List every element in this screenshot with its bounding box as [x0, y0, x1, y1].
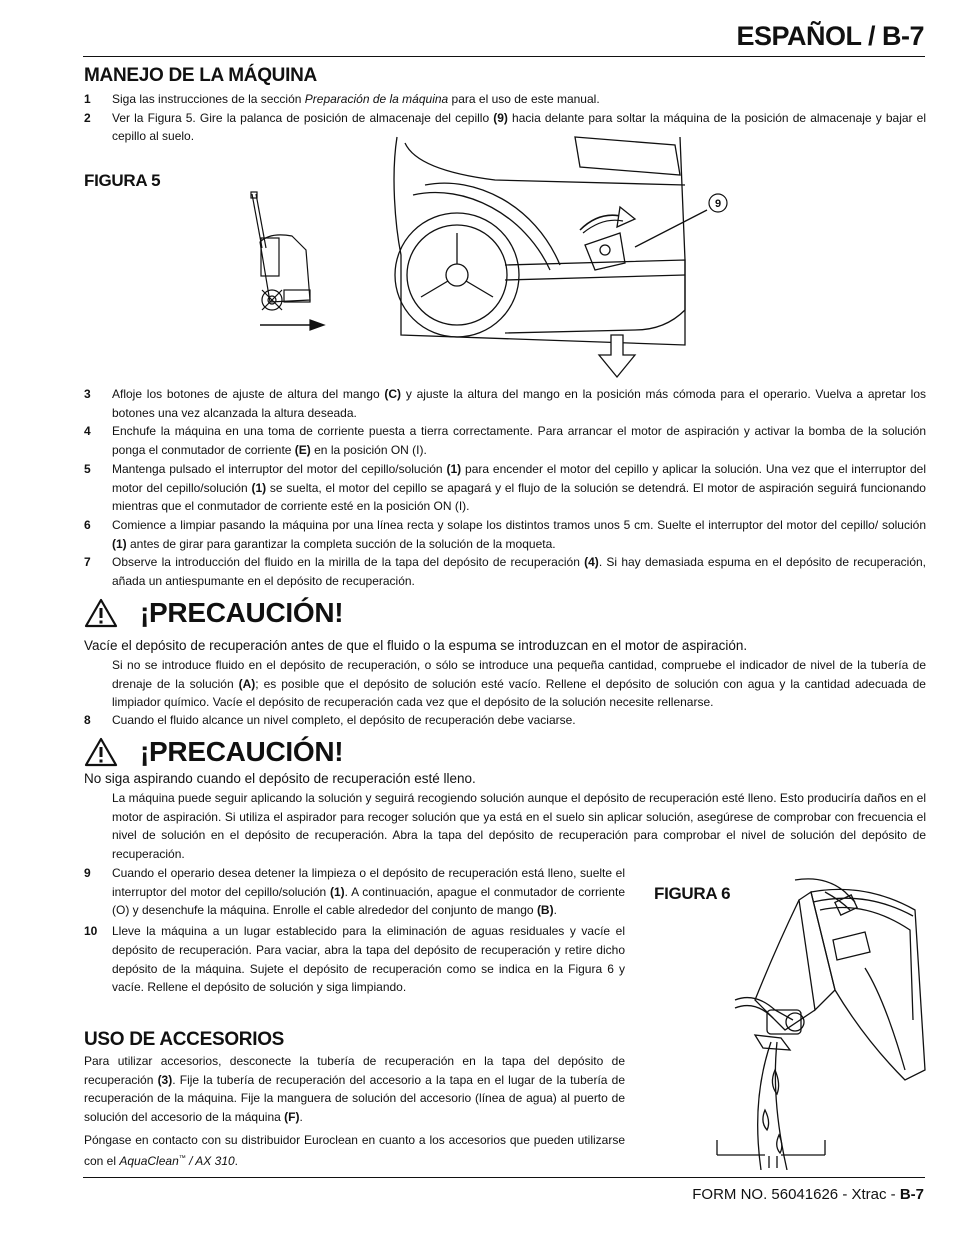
step-text: Cuando el operario desea detener la limpieza o el depósito de recuperación está lleno, suelte el interruptor del motor del cepillo/solución (1). A continuación, apague el conmutador de corriente (O) y desenchufe la máquina. Enrolle el cable alrededor del conjunto de mango (B).: [112, 866, 625, 918]
step-text: Cuando el fluido alcance un nivel completo, el depósito de recuperación debe vaciarse.: [112, 713, 576, 727]
section-title: MANEJO DE LA MÁQUINA: [84, 65, 317, 86]
step-6: [84, 516, 926, 553]
header-divider: [83, 56, 925, 57]
figure-5-callout-9: 9: [714, 198, 722, 210]
step-number: 2: [84, 110, 91, 125]
caution-body: La máquina puede seguir aplicando la solución y seguirá recogiendo solución aunque el depósito de recuperación esté lleno. Esto produciría daños en el motor de aspiración. Si utiliza el aspirador para recoger solución que ya está en el suelo sin aplicar solución, asegúrese de comprobar con frecuencia el nivel de solución en el depósito de recuperación. Abra la tapa del depósito de recuperación para comprobar el nivel de solución del depósito de recuperación.: [112, 791, 926, 862]
step-number: 4: [84, 424, 91, 439]
caution-heading: [84, 596, 926, 630]
step-number: 8: [84, 713, 91, 727]
section-title: USO DE ACCESORIOS: [84, 1029, 285, 1050]
figure-6-label: FIGURA 6: [654, 884, 731, 903]
caution-block-1: [84, 596, 926, 712]
warning-triangle-icon: [84, 598, 118, 628]
step-number: 5: [84, 461, 91, 476]
form-number: FORM NO. 56041626 - Xtrac -: [692, 1186, 900, 1203]
footer-divider: [83, 1177, 925, 1178]
step-text: Enchufe la máquina en una toma de corriente puesta a tierra correctamente. Para arrancar el motor de aspiración y activar la bomba de la solución ponga el conmutador de corriente (E) en la posición ON (I).: [112, 424, 926, 458]
step-text: Observe la introducción del fluido en la mirilla de la tapa del depósito de recuperación (4). Si hay demasiada espuma en el depósito de recuperación, añada un antiespumante en el depósito de recuperación.: [112, 555, 926, 589]
step-text: Comience a limpiar pasando la máquina por una línea recta y solape los distintos tramos unos 5 cm. Suelte el interruptor del motor del cepillo/ solución (1) antes de girar para garantizar la completa succión de la solución de la moqueta.: [112, 517, 926, 551]
figure-5-lever-detail-illustration: [385, 135, 730, 385]
caution-lead: Vacíe el depósito de recuperación antes de que el fluido o la espuma se introduzcan en el motor de aspiración.: [84, 638, 748, 653]
step-8: [84, 711, 926, 730]
step-8-block: [84, 711, 926, 730]
step-text: Siga las instrucciones de la sección Preparación de la máquina para el uso de este manual.: [112, 92, 600, 106]
page-footer: [692, 1185, 924, 1205]
caution-body: Si no se introduce fluido en el depósito de recuperación, o sólo se introduce una pequeña cantidad, compruebe el indicador de nivel de la tubería de drenaje de la solución (A); es posible que el depósito de solución esté vacío. Rellene el depósito de solución con agua y la cantidad adecuada de limpiador químico. Vacíe el depósito de recuperación cada vez que el depósito de la solución necesite rellenarse.: [112, 658, 926, 710]
caution-title: ¡PRECAUCIÓN!: [140, 597, 344, 628]
section-machine-operation: [84, 64, 926, 146]
step-4: [84, 422, 926, 459]
step-text: Afloje los botones de ajuste de altura del mango (C) y ajuste la altura del mango en la posición más cómoda para el operario. Vuelva a apretar los botones una vez alcanzada la altura deseada.: [112, 387, 926, 420]
step-number: 1: [84, 92, 91, 106]
figure-5-label: FIGURA 5: [84, 171, 161, 190]
step-number: 7: [84, 555, 91, 570]
accessories-paragraph-2: Póngase en contacto con su distribuidor Euroclean en cuanto a los accesorios que pueden utilizarse con el AquaClean™ / AX 310.: [84, 1132, 625, 1168]
page-number: B-7: [899, 1186, 924, 1203]
step-10: [84, 922, 625, 997]
step-1: [84, 90, 926, 109]
step-text: Ver la Figura 5. Gire la palanca de posición de almacenaje del cepillo (9) hacia delante para soltar la máquina de la posición de almacenaje y bajar el cepillo al suelo.: [112, 110, 926, 144]
step-9: [84, 864, 625, 920]
steps-9-to-10: [84, 864, 625, 997]
caution-title: ¡PRECAUCIÓN!: [140, 736, 344, 767]
caution-block-2: [84, 735, 926, 864]
step-5: [84, 460, 926, 516]
step-7: [84, 553, 926, 590]
step-3: [84, 385, 926, 422]
accessories-paragraph-1: Para utilizar accesorios, desconecte la tubería de recuperación en la tapa del depósito de recuperación (3). Fije la tubería de recuperación del accesorio a la tapa en el lugar de la tubería de recuperación de la máquina. Fije la manguera de solución del accesorio (línea de agua) al puerto de solución del accesorio de la máquina (F).: [84, 1054, 625, 1125]
section-accessories: [84, 1028, 625, 1170]
caution-lead: No siga aspirando cuando el depósito de recuperación esté lleno.: [84, 771, 476, 786]
figure-5-overview-illustration: [240, 190, 330, 335]
step-number: 9: [84, 866, 91, 880]
warning-triangle-icon: [84, 737, 118, 767]
steps-3-to-7: [84, 385, 926, 591]
step-text: Mantenga pulsado el interruptor del motor del cepillo/solución (1) para encender el motor del cepillo y aplicar la solución. Una vez que el interruptor del motor del cepillo/solución (1) se suelta, el motor del cepillo se apagará y el flujo de la solución se detendrá. El motor de aspiración seguirá funcionando mientras que el conmutador de corriente esté en la posición ON (I).: [112, 461, 926, 514]
step-number: 10: [84, 924, 98, 939]
page-header-title: ESPAÑOL / B-7: [736, 21, 924, 51]
figure-6-emptying-tank-illustration: [715, 870, 930, 1170]
caution-heading: [84, 735, 926, 769]
step-number: 3: [84, 387, 91, 401]
step-text: Lleve la máquina a un lugar establecido para la eliminación de aguas residuales y vacíe el depósito de recuperación. Para vaciar, abra la tapa del depósito de recuperación y retire dicho depósito de la máquina. Sujete el depósito de recuperación como se indica en la Figura 6 y vacíe. Rellene el depósito de solución y siga limpiando.: [112, 924, 625, 995]
step-number: 6: [84, 517, 91, 532]
